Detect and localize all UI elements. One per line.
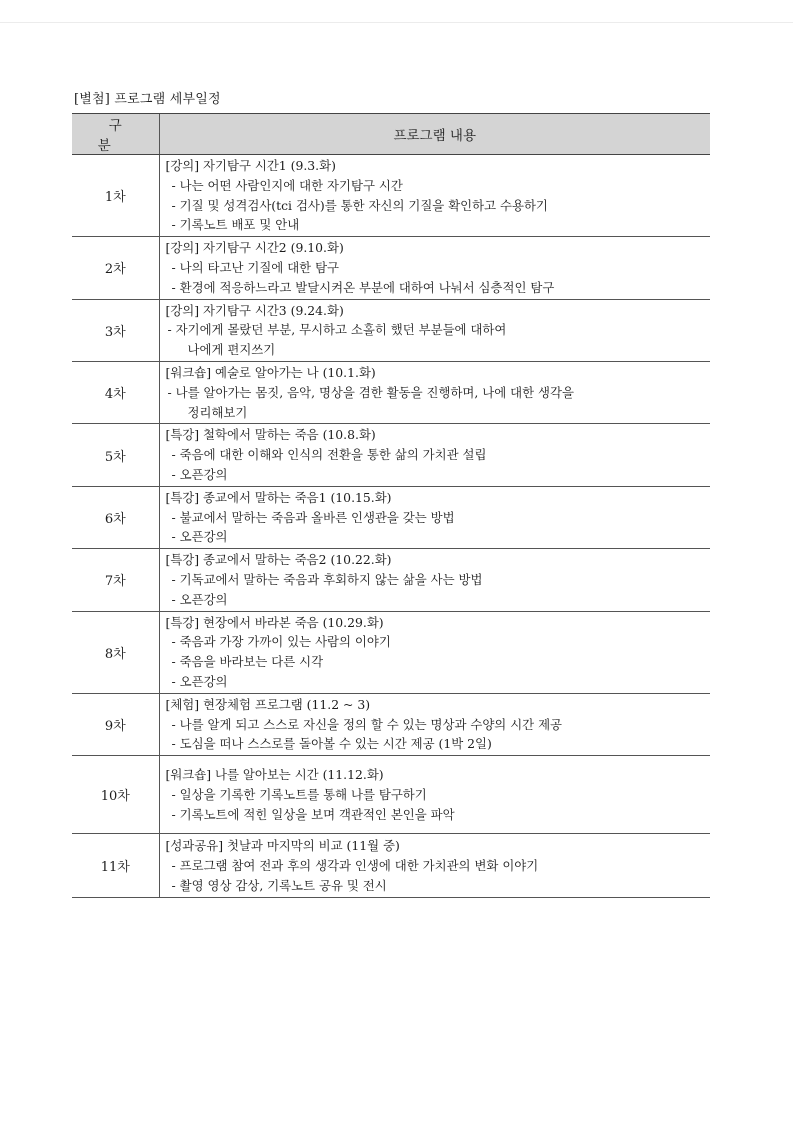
document-title: [별첨] 프로그램 세부일정 xyxy=(74,92,221,107)
table-row xyxy=(72,155,710,237)
session-heading: [특강] 철학에서 말하는 죽음 (10.8.화) xyxy=(165,427,376,443)
table-row xyxy=(72,611,710,693)
table-row xyxy=(72,549,710,611)
table-row xyxy=(72,693,710,755)
round-cell: 1차 xyxy=(72,155,159,237)
session-heading: [강의] 자기탐구 시간2 (9.10.화) xyxy=(165,240,344,256)
round-cell: 8차 xyxy=(72,611,159,693)
program-schedule-table xyxy=(72,113,710,898)
session-heading: [강의] 자기탐구 시간3 (9.24.화) xyxy=(165,302,344,318)
round-cell: 4차 xyxy=(72,361,159,423)
session-heading: [특강] 종교에서 말하는 죽음2 (10.22.화) xyxy=(165,552,392,568)
round-cell: 7차 xyxy=(72,549,159,611)
content-cell xyxy=(159,155,710,237)
table-row xyxy=(72,756,710,834)
session-item: - 죽음과 가장 가까이 있는 사람의 이야기 xyxy=(171,634,391,650)
session-item: - 오픈강의 xyxy=(171,673,228,689)
session-item-continuation: 정리해보기 xyxy=(187,404,248,420)
session-item: - 나를 알아가는 몸짓, 음악, 명상을 겸한 활동을 진행하며, 나에 대한 생각을 xyxy=(167,384,574,400)
session-item: - 나의 타고난 기질에 대한 탐구 xyxy=(171,259,340,275)
table-row xyxy=(72,361,710,423)
content-cell xyxy=(159,611,710,693)
session-item: - 프로그램 참여 전과 후의 생각과 인생에 대한 가치관의 변화 이야기 xyxy=(171,857,539,873)
session-item: - 나는 어떤 사람인지에 대한 자기탐구 시간 xyxy=(171,177,403,193)
session-item: - 불교에서 말하는 죽음과 올바른 인생관을 갖는 방법 xyxy=(171,509,455,525)
header-content: 프로그램 내용 xyxy=(159,114,710,155)
session-item: - 기록노트 배포 및 안내 xyxy=(171,217,300,233)
session-heading: [강의] 자기탐구 시간1 (9.3.화) xyxy=(165,158,336,173)
table-row xyxy=(72,237,710,299)
table-row xyxy=(72,299,710,361)
session-item: - 기독교에서 말하는 죽음과 후회하지 않는 삶을 사는 방법 xyxy=(171,571,483,587)
session-item: - 오픈강의 xyxy=(171,529,228,545)
round-cell: 10차 xyxy=(72,756,159,834)
session-item: - 촬영 영상 감상, 기록노트 공유 및 전시 xyxy=(171,877,387,893)
round-cell: 9차 xyxy=(72,693,159,755)
session-heading: [특강] 종교에서 말하는 죽음1 (10.15.화) xyxy=(165,489,392,505)
session-heading: [성과공유] 첫날과 마지막의 비교 (11월 중) xyxy=(165,837,400,853)
session-item: - 기록노트에 적힌 일상을 보며 객관적인 본인을 파악 xyxy=(171,806,455,822)
page-top-rule xyxy=(0,22,793,23)
content-cell xyxy=(159,693,710,755)
content-cell xyxy=(159,237,710,299)
content-cell xyxy=(159,756,710,834)
session-item: - 기질 및 성격검사(tci 검사)를 통한 자신의 기질을 확인하고 수용하기 xyxy=(171,197,548,213)
content-cell xyxy=(159,361,710,423)
round-cell: 6차 xyxy=(72,486,159,548)
content-cell xyxy=(159,486,710,548)
table-row xyxy=(72,834,710,898)
table-header-row xyxy=(72,114,710,155)
table-row xyxy=(72,486,710,548)
session-item: - 오픈강의 xyxy=(171,466,228,482)
content-cell xyxy=(159,549,710,611)
session-heading: [체험] 현장체험 프로그램 (11.2 ~ 3) xyxy=(165,696,371,712)
session-item: - 죽음을 바라보는 다른 시각 xyxy=(171,654,324,670)
session-item: - 일상을 기록한 기록노트를 통해 나를 탐구하기 xyxy=(171,786,427,802)
session-item-continuation: 나에게 편지쓰기 xyxy=(187,342,276,358)
session-item: - 죽음에 대한 이해와 인식의 전환을 통한 삶의 가치관 설립 xyxy=(171,447,487,463)
session-item: - 도심을 떠나 스스로를 돌아볼 수 있는 시간 제공 (1박 2일) xyxy=(171,736,492,752)
session-item: - 환경에 적응하느라고 발달시켜온 부분에 대하여 나눠서 심층적인 탐구 xyxy=(171,279,555,295)
session-heading: [워크숍] 나를 알아보는 시간 (11.12.화) xyxy=(165,766,384,782)
session-item: - 나를 알게 되고 스스로 자신을 정의 할 수 있는 명상과 수양의 시간 제공 xyxy=(171,716,563,732)
round-cell: 2차 xyxy=(72,237,159,299)
session-heading: [특강] 현장에서 바라본 죽음 (10.29.화) xyxy=(165,614,384,630)
round-cell: 11차 xyxy=(72,834,159,898)
content-cell xyxy=(159,424,710,486)
round-cell: 3차 xyxy=(72,299,159,361)
table-row xyxy=(72,424,710,486)
session-item: - 오픈강의 xyxy=(171,591,228,607)
content-cell xyxy=(159,834,710,898)
session-item: - 자기에게 몰랐던 부분, 무시하고 소홀히 했던 부분들에 대하여 xyxy=(167,322,507,338)
content-cell xyxy=(159,299,710,361)
round-cell: 5차 xyxy=(72,424,159,486)
header-round: 구분 xyxy=(72,114,159,155)
session-heading: [워크숍] 예술로 알아가는 나 (10.1.화) xyxy=(165,364,376,380)
